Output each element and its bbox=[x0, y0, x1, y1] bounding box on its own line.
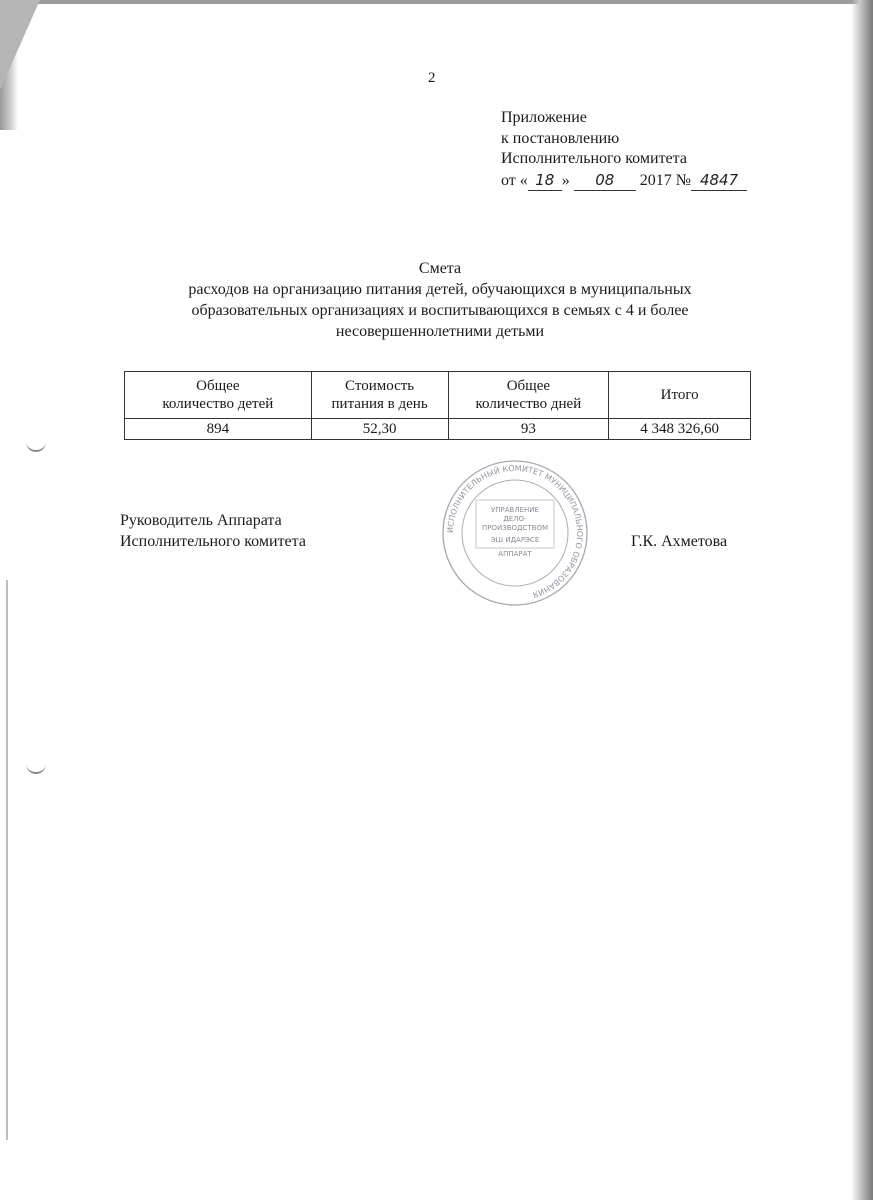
appendix-line: Приложение bbox=[501, 109, 587, 126]
table-cell: 52,30 bbox=[311, 419, 448, 440]
punch-hole-mark bbox=[26, 438, 46, 452]
official-stamp bbox=[440, 458, 590, 608]
column-header: Итого bbox=[609, 372, 751, 419]
stamp-text: ЭШ ИДАРЭСЕ bbox=[490, 536, 540, 544]
doc-number-handwritten: 4847 bbox=[691, 170, 747, 192]
title-line: расходов на организацию питания детей, обучающихся в муниципальных bbox=[188, 281, 692, 298]
scan-top-edge bbox=[0, 0, 873, 4]
appendix-line: к постановлению bbox=[501, 129, 620, 147]
title-heading: Смета bbox=[418, 260, 462, 277]
table-cell: 93 bbox=[448, 419, 609, 440]
scan-left-edge-line bbox=[6, 580, 8, 1140]
date-prefix: от « bbox=[501, 171, 528, 189]
appendix-header bbox=[501, 108, 747, 191]
column-header: Общее количество дней bbox=[448, 372, 609, 419]
appendix-line: Исполнительного комитета bbox=[501, 150, 687, 167]
estimate-table bbox=[124, 371, 751, 440]
table-cell: 4 348 326,60 bbox=[609, 419, 751, 440]
appendix-date-line bbox=[501, 170, 747, 192]
title-line: образовательных организациях и воспитывающихся в семьях с 4 и более bbox=[191, 302, 689, 319]
stamp-text: АППАРАТ bbox=[498, 550, 532, 558]
date-month-handwritten: 08 bbox=[574, 170, 636, 192]
signatory-title bbox=[120, 510, 306, 552]
signatory-line: Исполнительного комитета bbox=[120, 533, 306, 550]
date-day-handwritten: 18 bbox=[528, 170, 562, 192]
column-header: Общее количество детей bbox=[125, 372, 312, 419]
signatory-line: Руководитель Аппарата bbox=[120, 512, 282, 529]
stamp-outer-text: ИСПОЛНИТЕЛЬНЫЙ КОМИТЕТ МУНИЦИПАЛЬНОГО ОБРАЗОВАНИЯ bbox=[445, 463, 585, 600]
title-line: несовершеннолетними детьми bbox=[335, 323, 545, 340]
table-row bbox=[125, 419, 751, 440]
table-cell: 894 bbox=[125, 419, 312, 440]
scan-right-shadow bbox=[851, 0, 873, 1200]
stamp-text: ДЕЛО- bbox=[503, 515, 527, 523]
stamp-text: ПРОИЗВОДСТВОМ bbox=[481, 524, 549, 532]
date-year-number-label: 2017 № bbox=[639, 171, 692, 189]
scan-corner-fold bbox=[0, 0, 40, 90]
table-header-row bbox=[125, 372, 751, 419]
date-mid: » bbox=[561, 171, 570, 189]
punch-hole-mark bbox=[26, 760, 46, 774]
document-title bbox=[100, 258, 780, 342]
column-header: Стоимость питания в день bbox=[311, 372, 448, 419]
signatory-name: Г.К. Ахметова bbox=[631, 533, 728, 550]
stamp-text: УПРАВЛЕНИЕ bbox=[491, 506, 539, 514]
page-number: 2 bbox=[428, 70, 436, 86]
